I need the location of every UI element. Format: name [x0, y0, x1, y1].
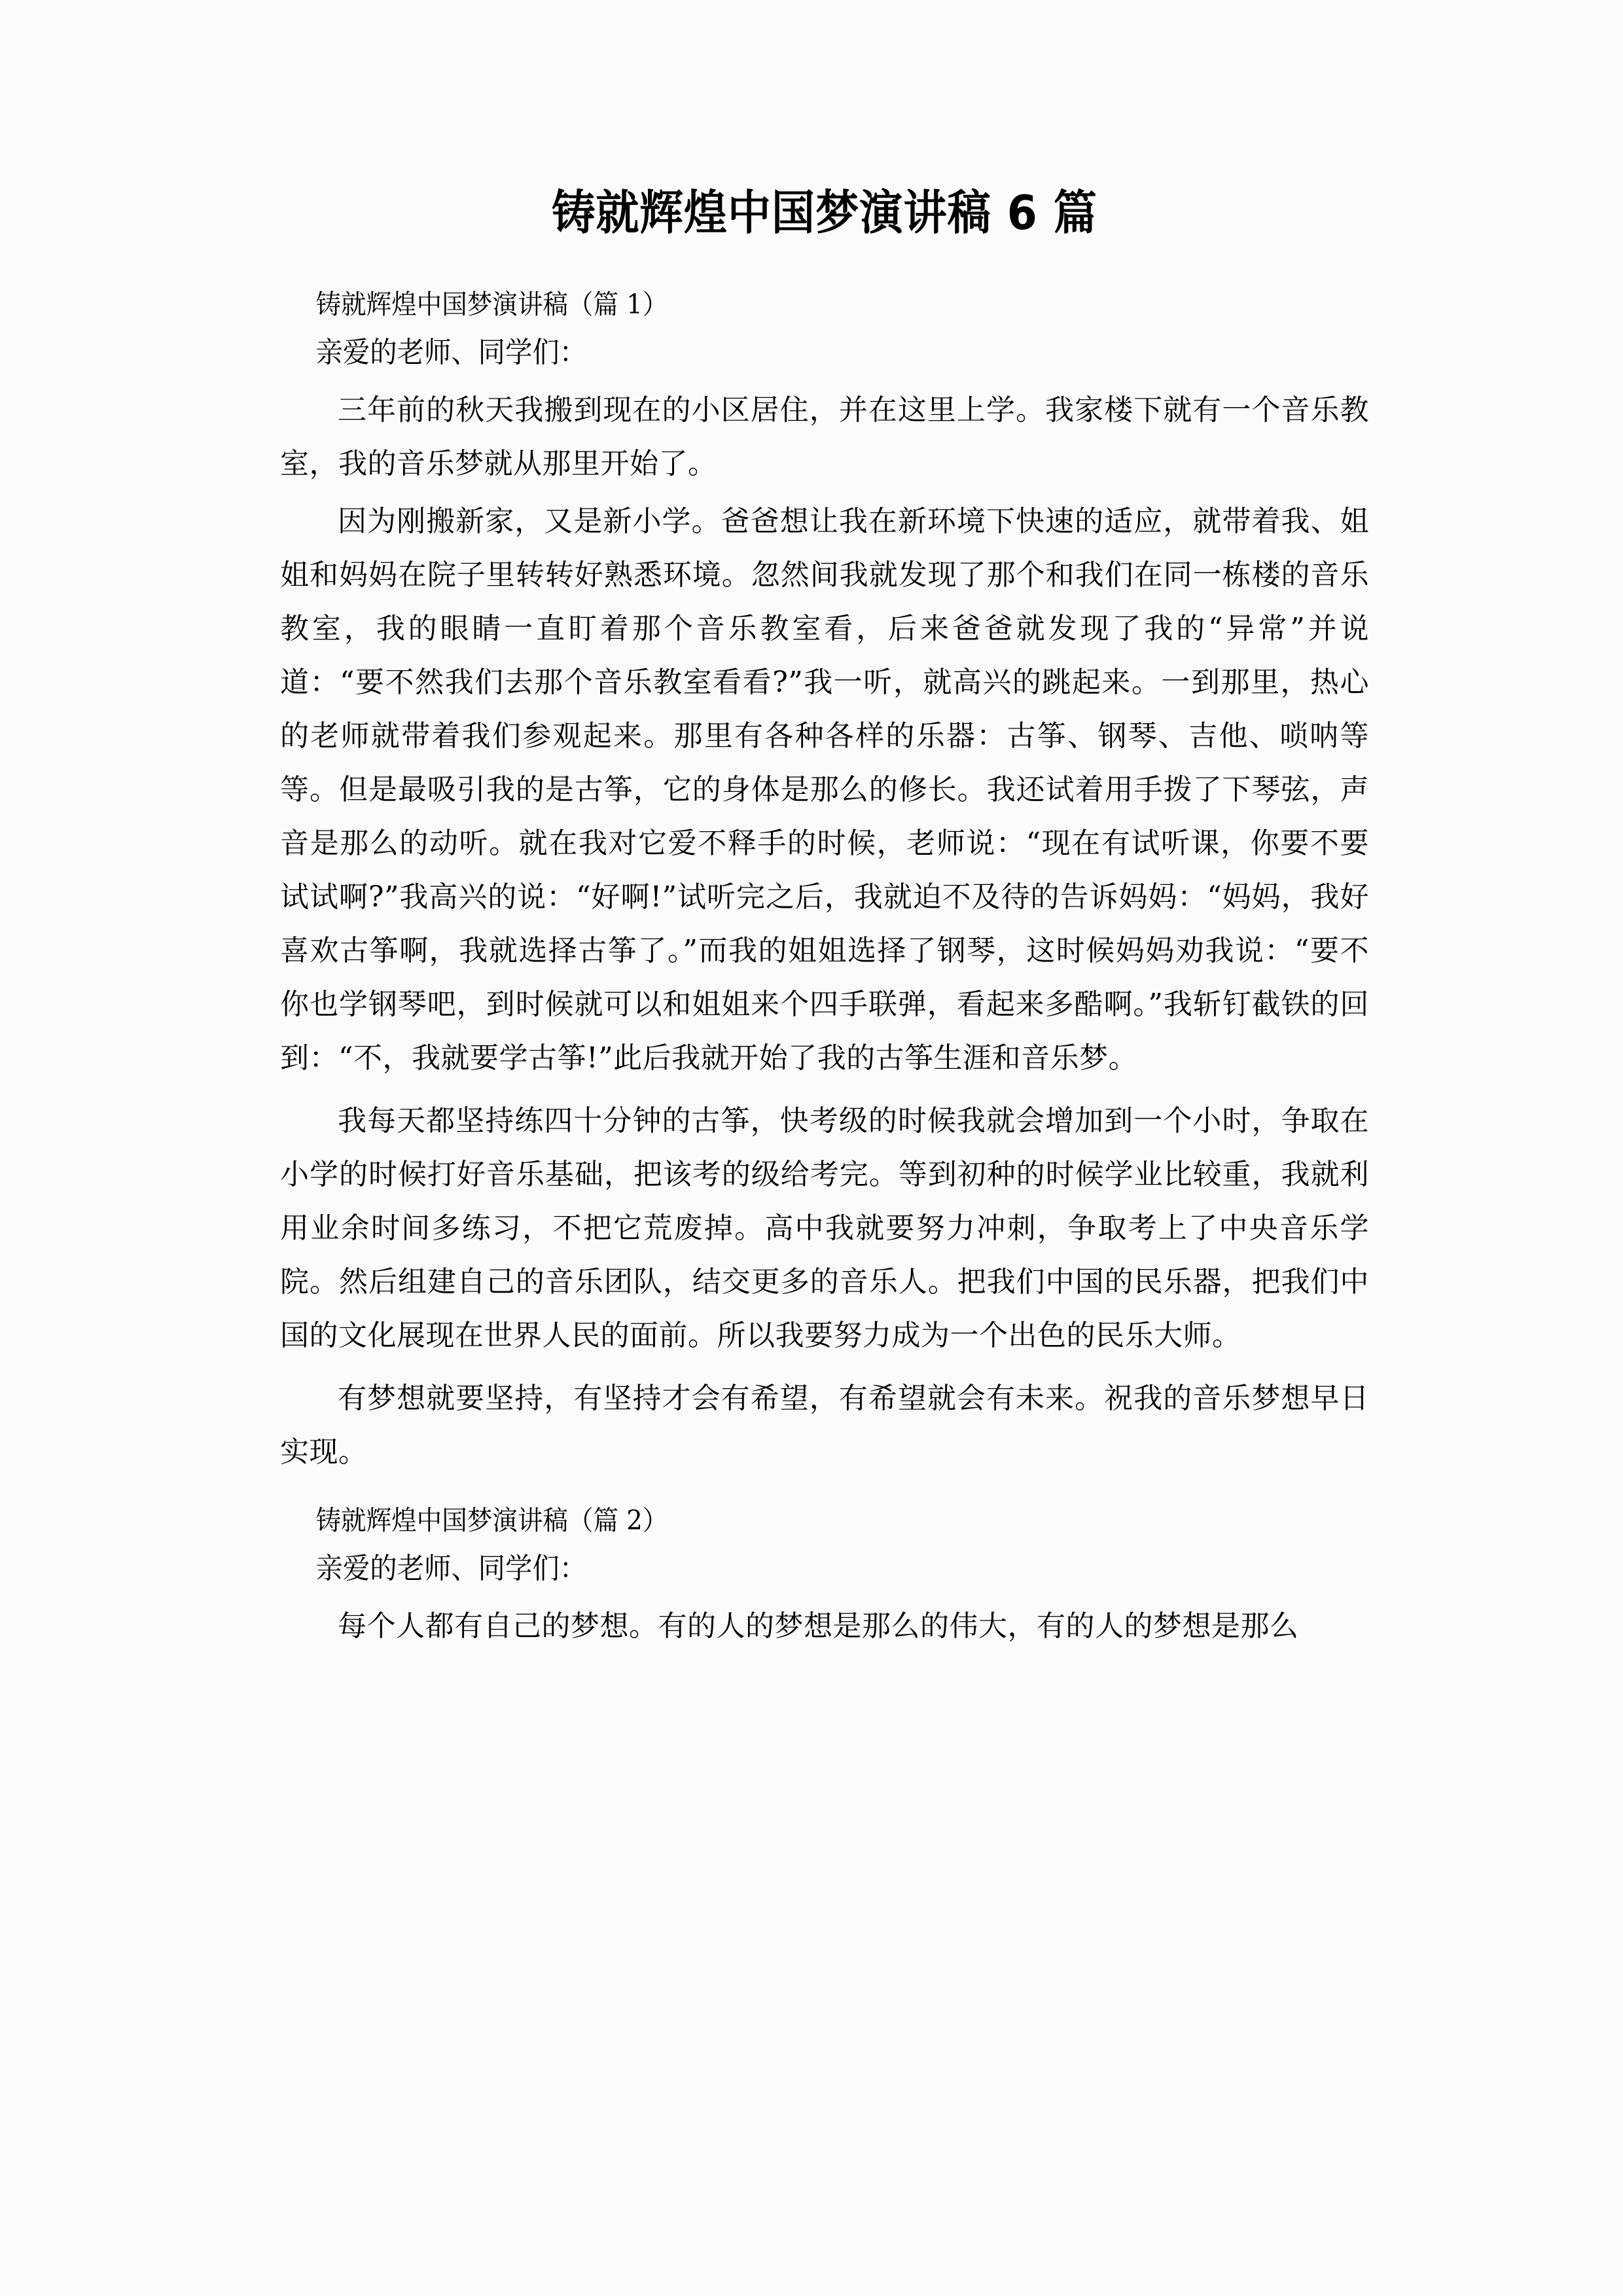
paragraph-spacer: [280, 1363, 1369, 1372]
salutation-2: 亲爱的老师、同学们：: [315, 1552, 587, 1586]
document-content: [280, 0, 1369, 1653]
section-heading-1: 铸就辉煌中国梦演讲稿（篇 1）: [315, 289, 668, 321]
section-2: [280, 1499, 1369, 1653]
title-spacer: [280, 241, 1369, 283]
section-heading-2: 铸就辉煌中国梦演讲稿（篇 2）: [315, 1505, 668, 1537]
paragraph: 有梦想就要坚持，有坚持才会有希望，有希望就会有未来。祝我的音乐梦想早日实现。: [280, 1382, 1369, 1469]
paragraph: 三年前的秋天我搬到现在的小区居住，并在这里上学。我家楼下就有一个音乐教室，我的音乐梦就从那里开始了。: [280, 393, 1369, 481]
page-title: 铸就辉煌中国梦演讲稿 6 篇: [552, 185, 1097, 240]
paragraph: 每个人都有自己的梦想。有的人的梦想是那么的伟大，有的人的梦想是那么: [338, 1609, 1299, 1643]
section-1: [280, 283, 1369, 1479]
paragraph: 因为刚搬新家，又是新小学。爸爸想让我在新环境下快速的适应，就带着我、姐姐和妈妈在院子里转转好熟悉环境。忽然间我就发现了那个和我们在同一栋楼的音乐教室，我的眼睛一直盯着那个音乐教室看，后来爸爸就发现了我的“异常”并说道：“要不然我们去那个音乐教室看看?”我一听，就高兴的跳起来。一到那里，热心的老师就带着我们参观起来。那里有各种各样的乐器：古筝、钢琴、吉他、唢呐等等。但是最吸引我的是古筝，它的身体是那么的修长。我还试着用手拨了下琴弦，声音是那么的动听。就在我对它爱不释手的时候，老师说：“现在有试听课，你要不要试试啊?”我高兴的说：“好啊!”试听完之后，我就迫不及待的告诉妈妈：“妈妈，我好喜欢古筝啊，我就选择古筝了。”而我的姐姐选择了钢琴，这时候妈妈劝我说：“要不你也学钢琴吧，到时候就可以和姐姐来个四手联弹，看起来多酷啊。”我斩钉截铁的回到：“不，我就要学古筝!”此后我就开始了我的古筝生涯和音乐梦。: [280, 505, 1369, 1075]
section-spacer: [280, 1479, 1369, 1499]
salutation-1: 亲爱的老师、同学们：: [315, 336, 587, 370]
paragraph-spacer: [280, 1085, 1369, 1094]
paragraph: 我每天都坚持练四十分钟的古筝，快考级的时候我就会增加到一个小时，争取在小学的时候打好音乐基础，把该考的级给考完。等到初种的时候学业比较重，我就利用业余时间多练习，不把它荒废掉。高中我就要努力冲刺，争取考上了中央音乐学院。然后组建自己的音乐团队，结交更多的音乐人。把我们中国的民乐器，把我们中国的文化展现在世界人民的面前。所以我要努力成为一个出色的民乐大师。: [280, 1104, 1369, 1353]
